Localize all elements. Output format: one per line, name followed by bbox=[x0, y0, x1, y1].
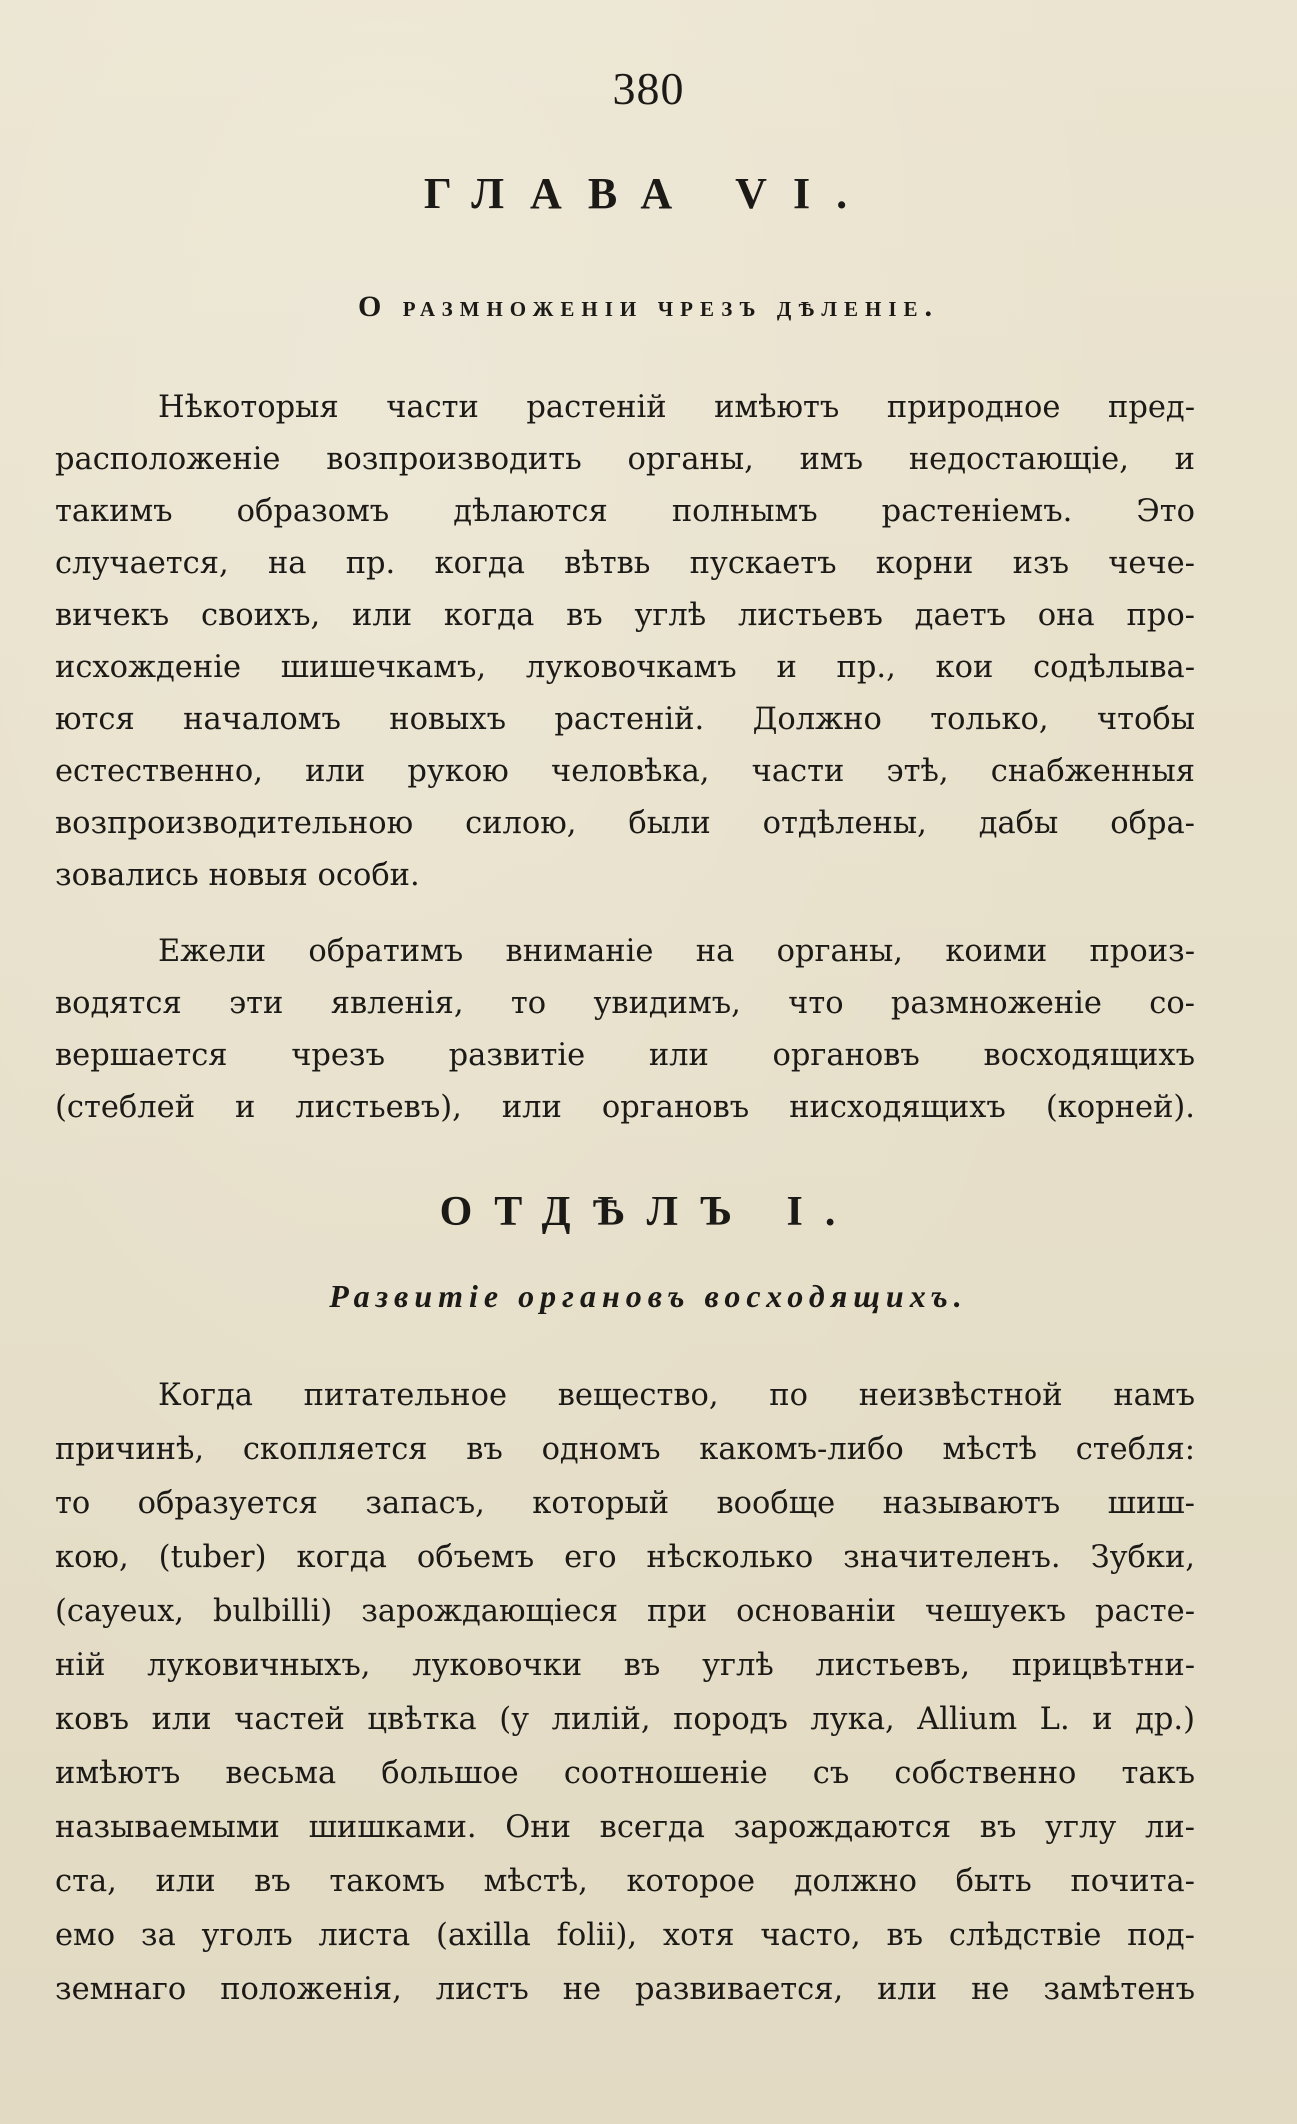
text-line: Нѣкоторыя части растеній имѣютъ природное пред- bbox=[158, 390, 1195, 425]
text-line: вершается чрезъ развитіе или органовъ восходящихъ bbox=[55, 1038, 1195, 1073]
text-line: возпроизводительною силою, были отдѣлены, дабы обра- bbox=[55, 806, 1195, 841]
text-line: то образуется запасъ, который вообще называютъ шиш- bbox=[55, 1486, 1195, 1521]
text-line: земнаго положенія, листъ не развивается, или не замѣтенъ bbox=[55, 1972, 1195, 2007]
text-line: ній луковичныхъ, луковочки въ углѣ листьевъ, прицвѣтни- bbox=[55, 1648, 1195, 1683]
text-line: ются началомъ новыхъ растеній. Должно только, чтобы bbox=[55, 702, 1195, 737]
chapter-subtitle: О размноженіи чрезъ дѣленіе. bbox=[357, 290, 940, 323]
text-line: зовались новыя особи. bbox=[55, 858, 420, 893]
text-line: Когда питательное вещество, по неизвѣстной намъ bbox=[158, 1378, 1195, 1413]
text-line: водятся эти явленія, то увидимъ, что размноженіе со- bbox=[55, 986, 1195, 1021]
chapter-title: ГЛАВА VI. bbox=[423, 169, 874, 218]
text-line: ковъ или частей цвѣтка (у лилій, породъ лука, Allium L. и др.) bbox=[55, 1702, 1195, 1737]
text-line: ста, или въ такомъ мѣстѣ, которое должно быть почита- bbox=[55, 1864, 1195, 1899]
text-line: (cayeux, bulbilli) зарождающіеся при основаніи чешуекъ расте- bbox=[55, 1594, 1195, 1629]
text-line: такимъ образомъ дѣлаются полнымъ растеніемъ. Это bbox=[55, 494, 1195, 529]
text-line: кою, (tuber) когда объемъ его нѣсколько значителенъ. Зубки, bbox=[55, 1540, 1195, 1575]
text-line: причинѣ, скопляется въ одномъ какомъ-либо мѣстѣ стебля: bbox=[55, 1432, 1195, 1467]
text-line: исхожденіе шишечкамъ, луковочкамъ и пр., кои содѣлыва- bbox=[55, 650, 1195, 685]
text-line: случается, на пр. когда вѣтвь пускаетъ корни изъ чече- bbox=[55, 546, 1195, 581]
section-title: ОТДѢЛЪ I. bbox=[439, 1189, 858, 1235]
text-line: естественно, или рукою человѣка, части этѣ, снабженныя bbox=[55, 754, 1195, 789]
text-line: (стеблей и листьевъ), или органовъ нисходящихъ (корней). bbox=[55, 1090, 1195, 1125]
text-line: Ежели обратимъ вниманіе на органы, коими произ- bbox=[158, 934, 1195, 969]
text-line: расположеніе возпроизводить органы, имъ недостающіе, и bbox=[55, 442, 1195, 477]
text-line: емо за уголъ листа (axilla folii), хотя часто, въ слѣдствіе под- bbox=[55, 1918, 1195, 1953]
page-number: 380 bbox=[612, 63, 685, 114]
text-line: вичекъ своихъ, или когда въ углѣ листьевъ даетъ она про- bbox=[55, 598, 1195, 633]
text-line: имѣютъ весьма большое соотношеніе съ собственно такъ bbox=[55, 1756, 1195, 1791]
section-subtitle: Развитіе органовъ восходящихъ. bbox=[329, 1278, 968, 1314]
text-line: называемыми шишками. Они всегда зарождаются въ углу ли- bbox=[55, 1810, 1195, 1845]
